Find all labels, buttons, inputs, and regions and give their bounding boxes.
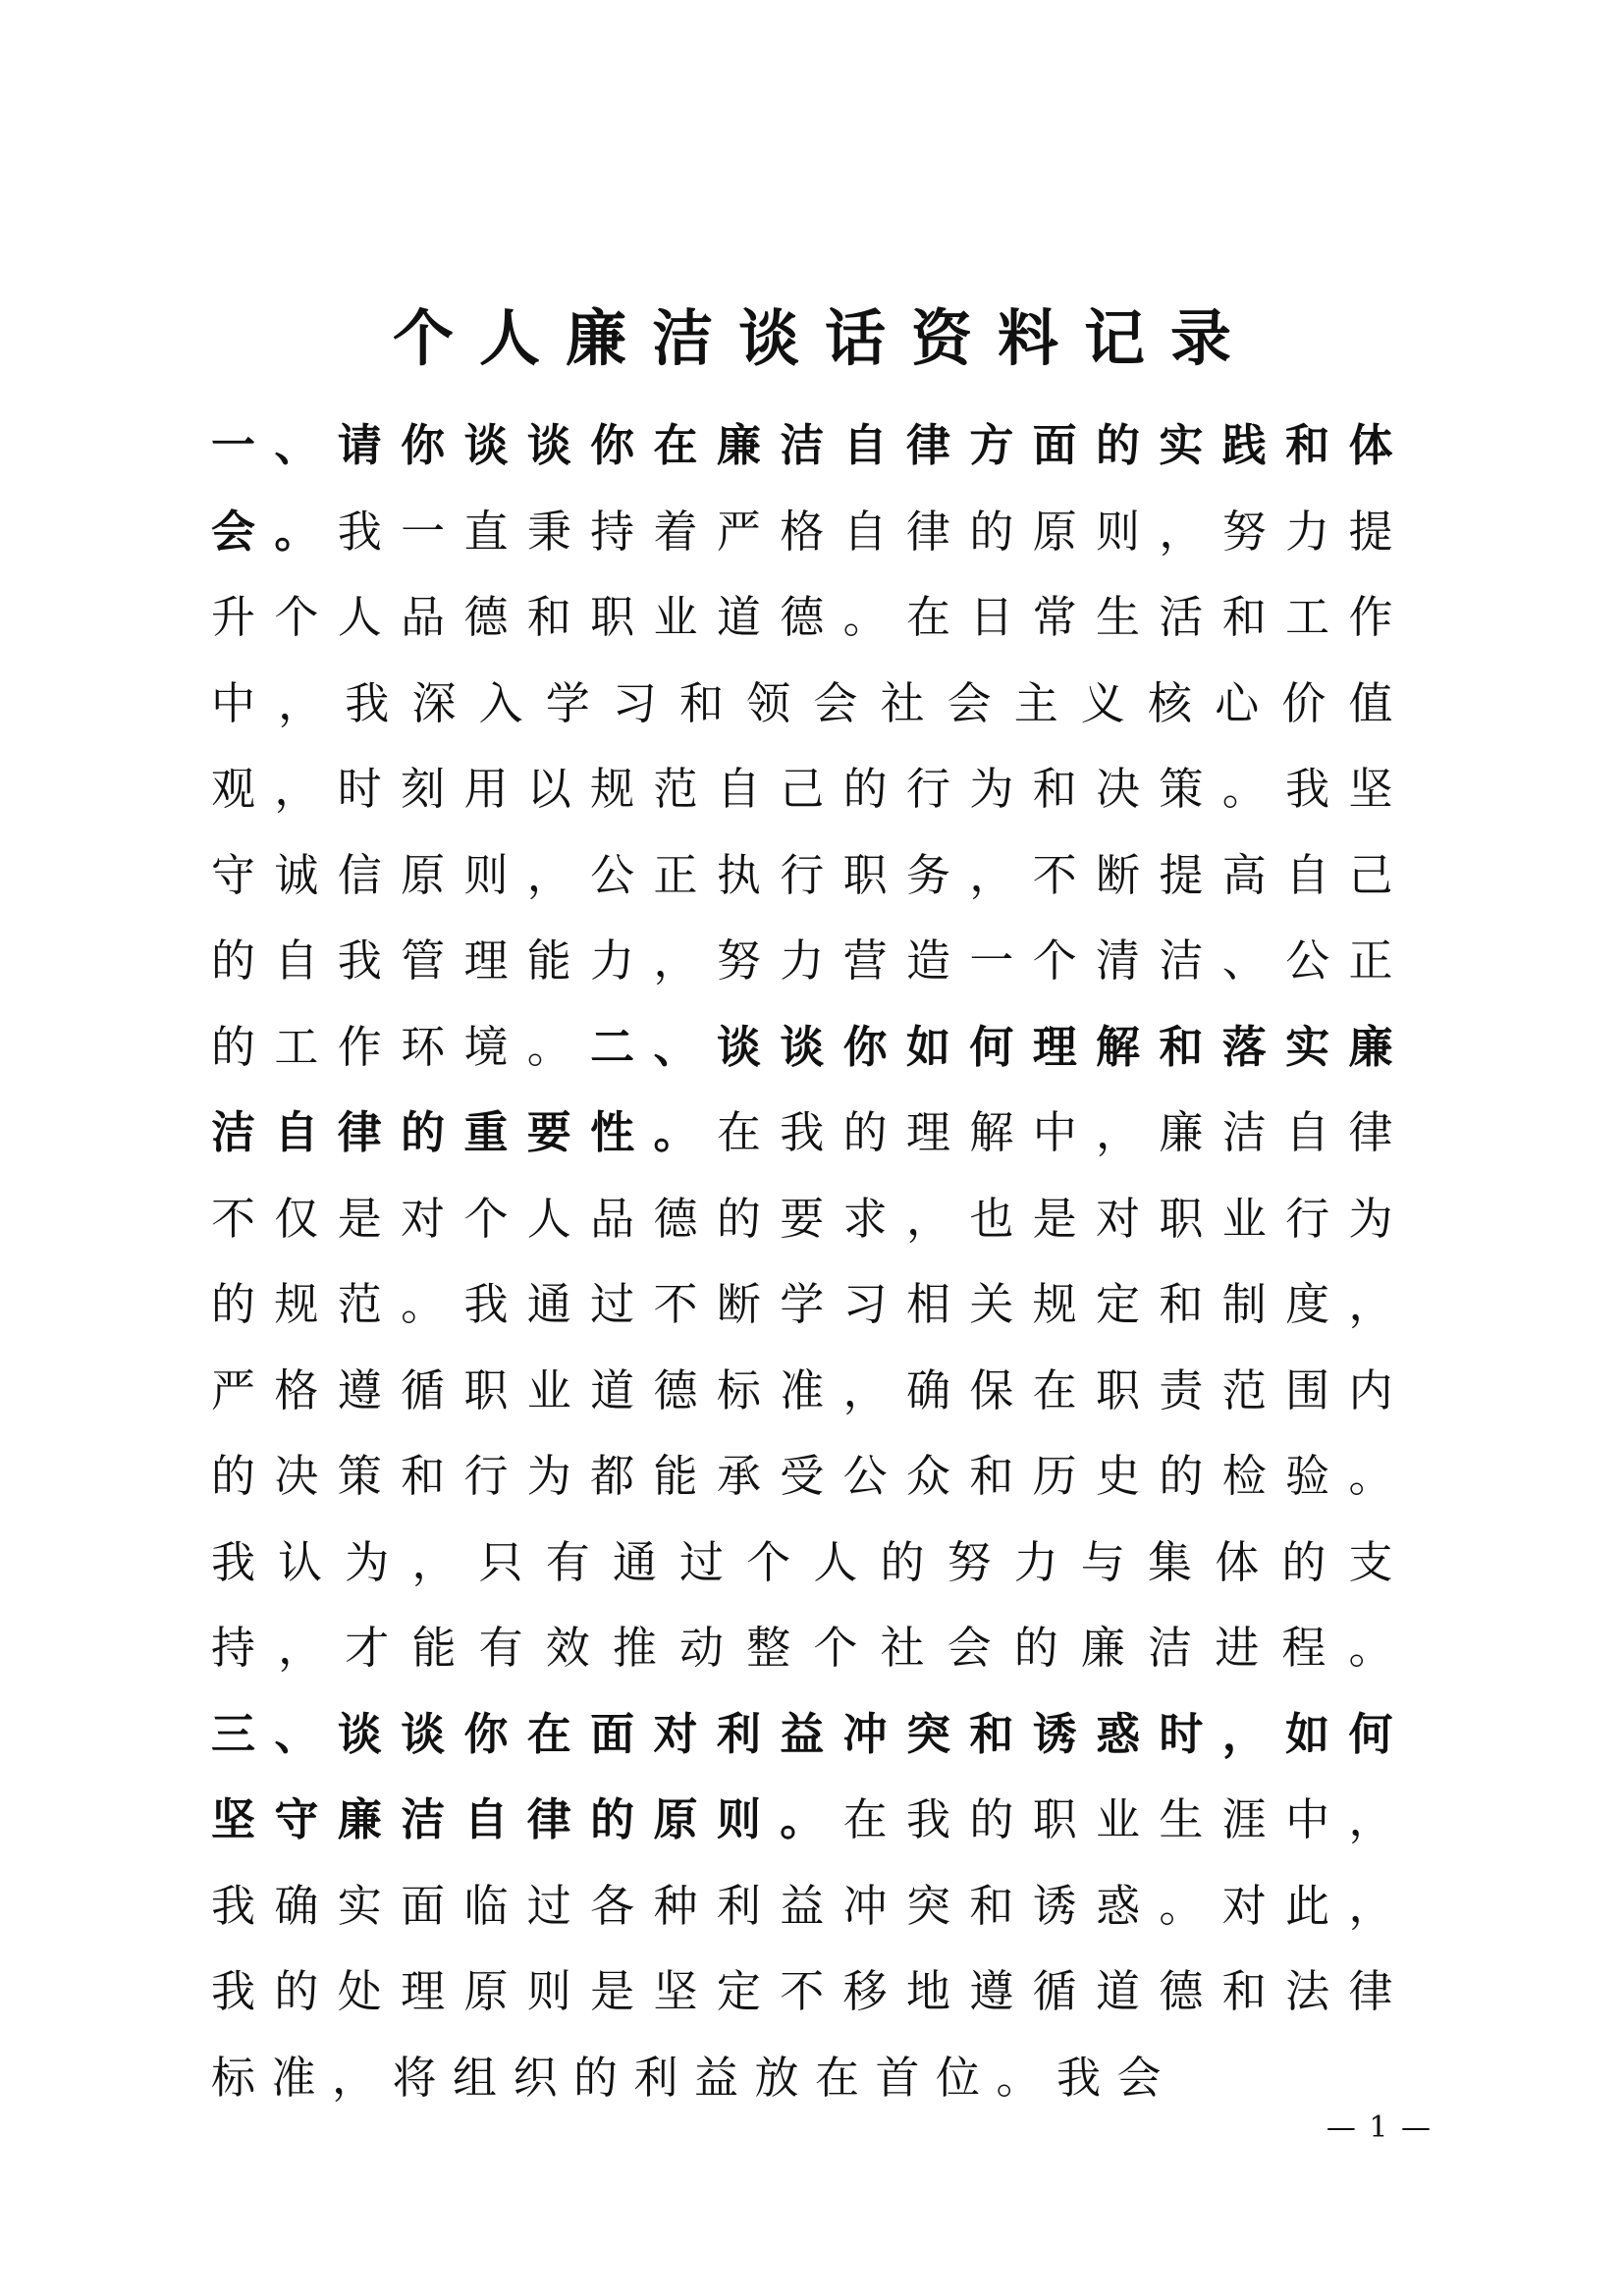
section-body-1: 我一直秉持着严格自律的原则，努力提升个人品德和职业道德。在日常生活和工作中，我深入学习和领会社会主义核心价值观，时刻用以规范自己的行为和决策。我坚守诚信原则，公正执行职务，不断提高自己的自我管理能力，努力营造一个清洁、公正的工作环境。 [211,505,1409,1073]
section-body-2: 在我的理解中，廉洁自律不仅是对个人品德的要求，也是对职业行为的规范。我通过不断学习相关规定和制度，严格遵循职业道德标准，确保在职责范围内的决策和行为都能承受公众和历史的检验。我认为，只有通过个人的努力与集体的支持，才能有效推动整个社会的廉洁进程。 [211,1106,1409,1674]
section-heading-1: 一、请你谈谈你在廉洁自律方面的实践和体会。 [211,419,1409,558]
section-body-3: 在我的职业生涯中，我确实面临过各种利益冲突和诱惑。对此，我的处理原则是坚定不移地遵循道德和法律标准，将组织的利益放在首位。我会 [211,1793,1409,2104]
document-title: 个人廉洁谈话资料记录 [392,302,1257,374]
document-body [211,402,1409,2120]
section-heading-2: 二、谈谈你如何理解和落实廉洁自律的重要性。 [211,1020,1409,1158]
section-heading-3: 三、谈谈你在面对利益冲突和诱惑时，如何坚守廉洁自律的原则。 [211,1707,1409,1845]
page-number: — 1 — [1326,2110,1433,2145]
